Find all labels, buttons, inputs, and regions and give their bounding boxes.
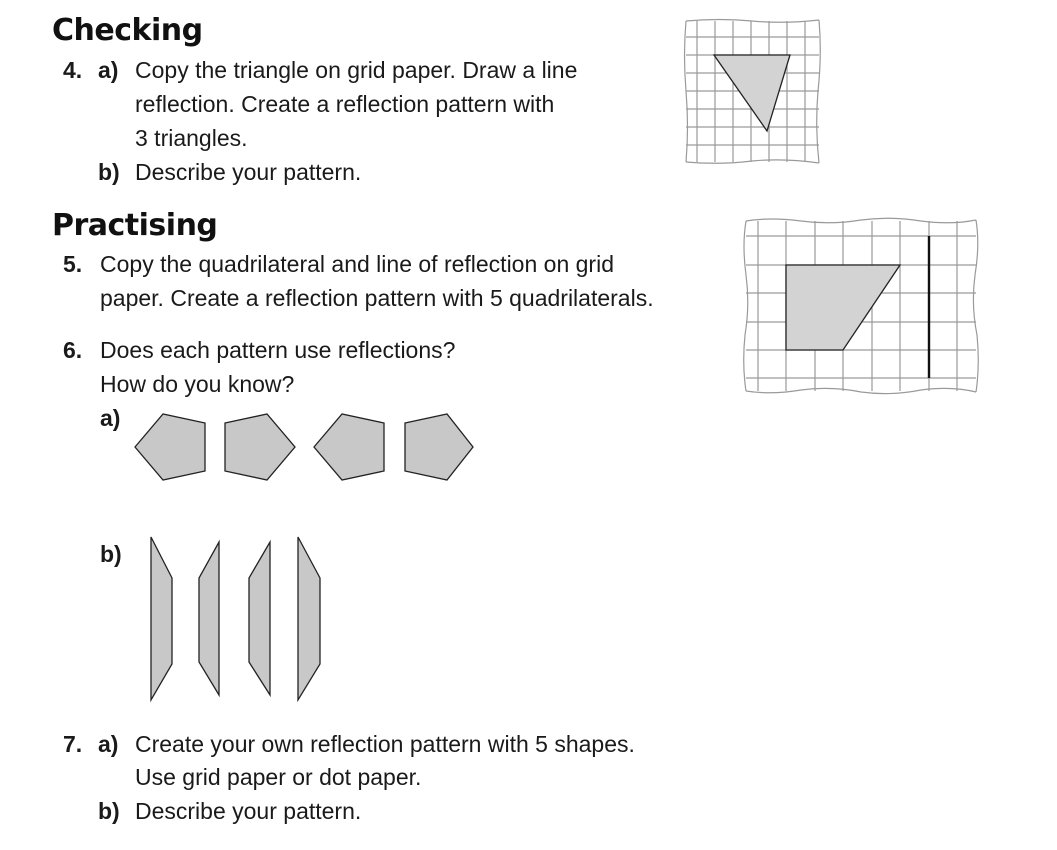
- q7-a-line-2: Use grid paper or dot paper.: [135, 764, 422, 790]
- q6-line-1: Does each pattern use reflections?: [100, 337, 456, 363]
- q6-b-label: b): [100, 541, 122, 567]
- q7-number: 7.: [63, 731, 83, 757]
- q4-b-text: Describe your pattern.: [135, 159, 362, 185]
- q7-b-text: Describe your pattern.: [135, 798, 362, 824]
- strip-4: [298, 537, 320, 700]
- pentagon-1: [135, 414, 205, 480]
- q7-a-line-1: Create your own reflection pattern with 5 shapes.: [135, 731, 635, 757]
- pentagon-4: [405, 414, 473, 480]
- q6-a-label: a): [100, 405, 121, 431]
- q6-number: 6.: [63, 337, 83, 363]
- strip-3: [249, 542, 270, 695]
- q4-a-line-3: 3 triangles.: [135, 125, 248, 151]
- strip-2: [199, 542, 219, 695]
- triangle-grid-figure: [680, 15, 825, 167]
- q5-line-2: paper. Create a reflection pattern with 5 quadrilaterals.: [100, 285, 654, 311]
- pentagon-pattern: [130, 402, 476, 492]
- triangle-shape: [714, 55, 790, 131]
- q7-b-label: b): [98, 798, 120, 824]
- quadrilateral-shape: [786, 265, 900, 350]
- heading-checking: Checking: [52, 13, 203, 48]
- q4-a-line-2: reflection. Create a reflection pattern with: [135, 91, 555, 117]
- q4-a-label: a): [98, 57, 119, 83]
- q5-number: 5.: [63, 251, 83, 277]
- pentagon-2: [225, 414, 295, 480]
- strip-1: [151, 537, 172, 700]
- q4-a-line-1: Copy the triangle on grid paper. Draw a line: [135, 57, 578, 83]
- strip-pattern: [146, 532, 326, 704]
- quadrilateral-grid-figure: [741, 215, 981, 397]
- q4-number: 4.: [63, 57, 83, 83]
- pentagon-3: [314, 414, 384, 480]
- q5-line-1: Copy the quadrilateral and line of reflection on grid: [100, 251, 614, 277]
- q6-line-2: How do you know?: [100, 371, 295, 397]
- heading-practising: Practising: [52, 208, 218, 243]
- q4-b-label: b): [98, 159, 120, 185]
- q7-a-label: a): [98, 731, 119, 757]
